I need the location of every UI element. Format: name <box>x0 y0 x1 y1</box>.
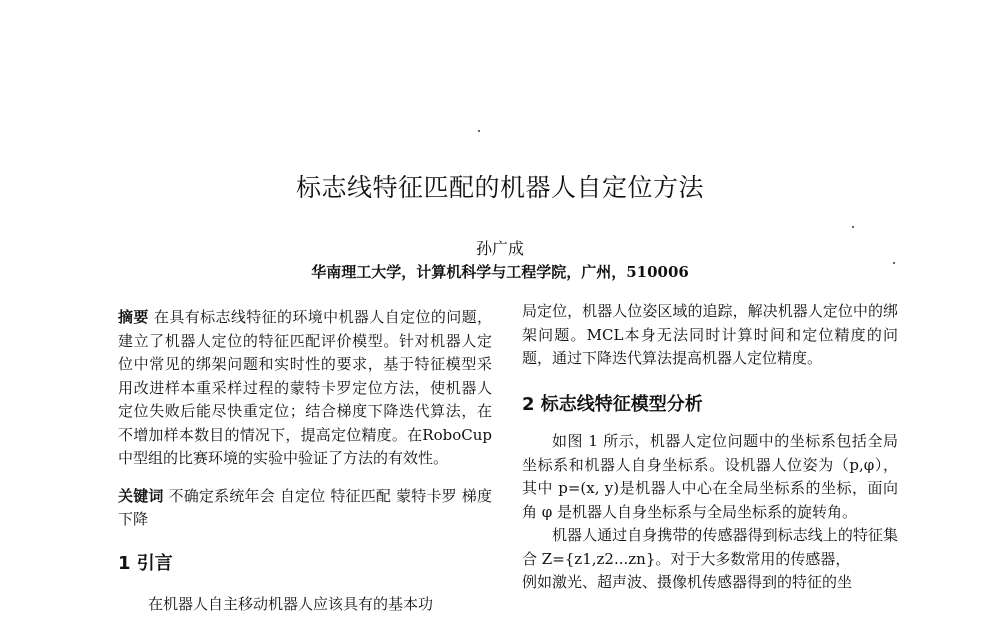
section-1-heading: 1 引言 <box>118 552 173 574</box>
scan-speck <box>893 262 895 264</box>
section-1-partial-line: 在机器人自主移动机器人应该具有的基本功 <box>148 595 434 613</box>
keywords-paragraph <box>118 485 492 532</box>
scan-speck <box>852 226 854 228</box>
left-column <box>118 306 492 617</box>
abstract-paragraph <box>118 306 492 471</box>
paper-title: 标志线特征匹配的机器人自定位方法 <box>295 173 704 202</box>
abstract-text: 在具有标志线特征的环境中机器人自定位的问题，建立了机器人定位的特征匹配评价模型。针对机器人定位中常见的绑架问题和实时性的要求，基于特征模型采用改进样本重采样过程的蒙特卡罗定位方法，使机器人定位失败后能尽快重定位；结合梯度下降迭代算法，在不增加样本数目的情况下，提高定位精度。在RoboCup中型组的比赛环境的实验中验证了方法的有效性。 <box>118 308 492 467</box>
keywords-text: 不确定系统年会 自定位 特征匹配 蒙特卡罗 梯度下降 <box>118 486 492 528</box>
scan-speck <box>478 130 480 132</box>
section-2-paragraph-2: 机器人通过自身携带的传感器得到标志线上的特征集合 Z={z1,z2...zn}。对于大多数常用的传感器， <box>522 526 898 568</box>
paper-author: 孙广成 <box>475 239 524 258</box>
section-2-partial-line: 例如激光、超声波、摄像机传感器得到的特征的坐 <box>522 573 853 591</box>
right-column <box>522 300 898 595</box>
abstract-label: 摘要 <box>118 308 149 326</box>
right-intro-paragraph: 局定位，机器人位姿区域的追踪，解决机器人定位中的绑架问题。MCL本身无法同时计算时间和定位精度的问题，通过下降迭代算法提高机器人定位精度。 <box>522 302 898 367</box>
keywords-label: 关键词 <box>118 486 164 505</box>
paper-affiliation: 华南理工大学，计算机科学与工程学院，广州，510006 <box>311 263 689 281</box>
section-2-heading: 2 标志线特征模型分析 <box>522 393 703 415</box>
section-2-paragraph-1: 如图 1 所示，机器人定位问题中的坐标系包括全局坐标系和机器人自身坐标系。设机器人位姿为（p,φ），其中 p=(x, y)是机器人中心在全局坐标系的坐标，面向角 φ 是机器人自身坐标系与全局坐标系的旋转角。 <box>522 432 898 521</box>
